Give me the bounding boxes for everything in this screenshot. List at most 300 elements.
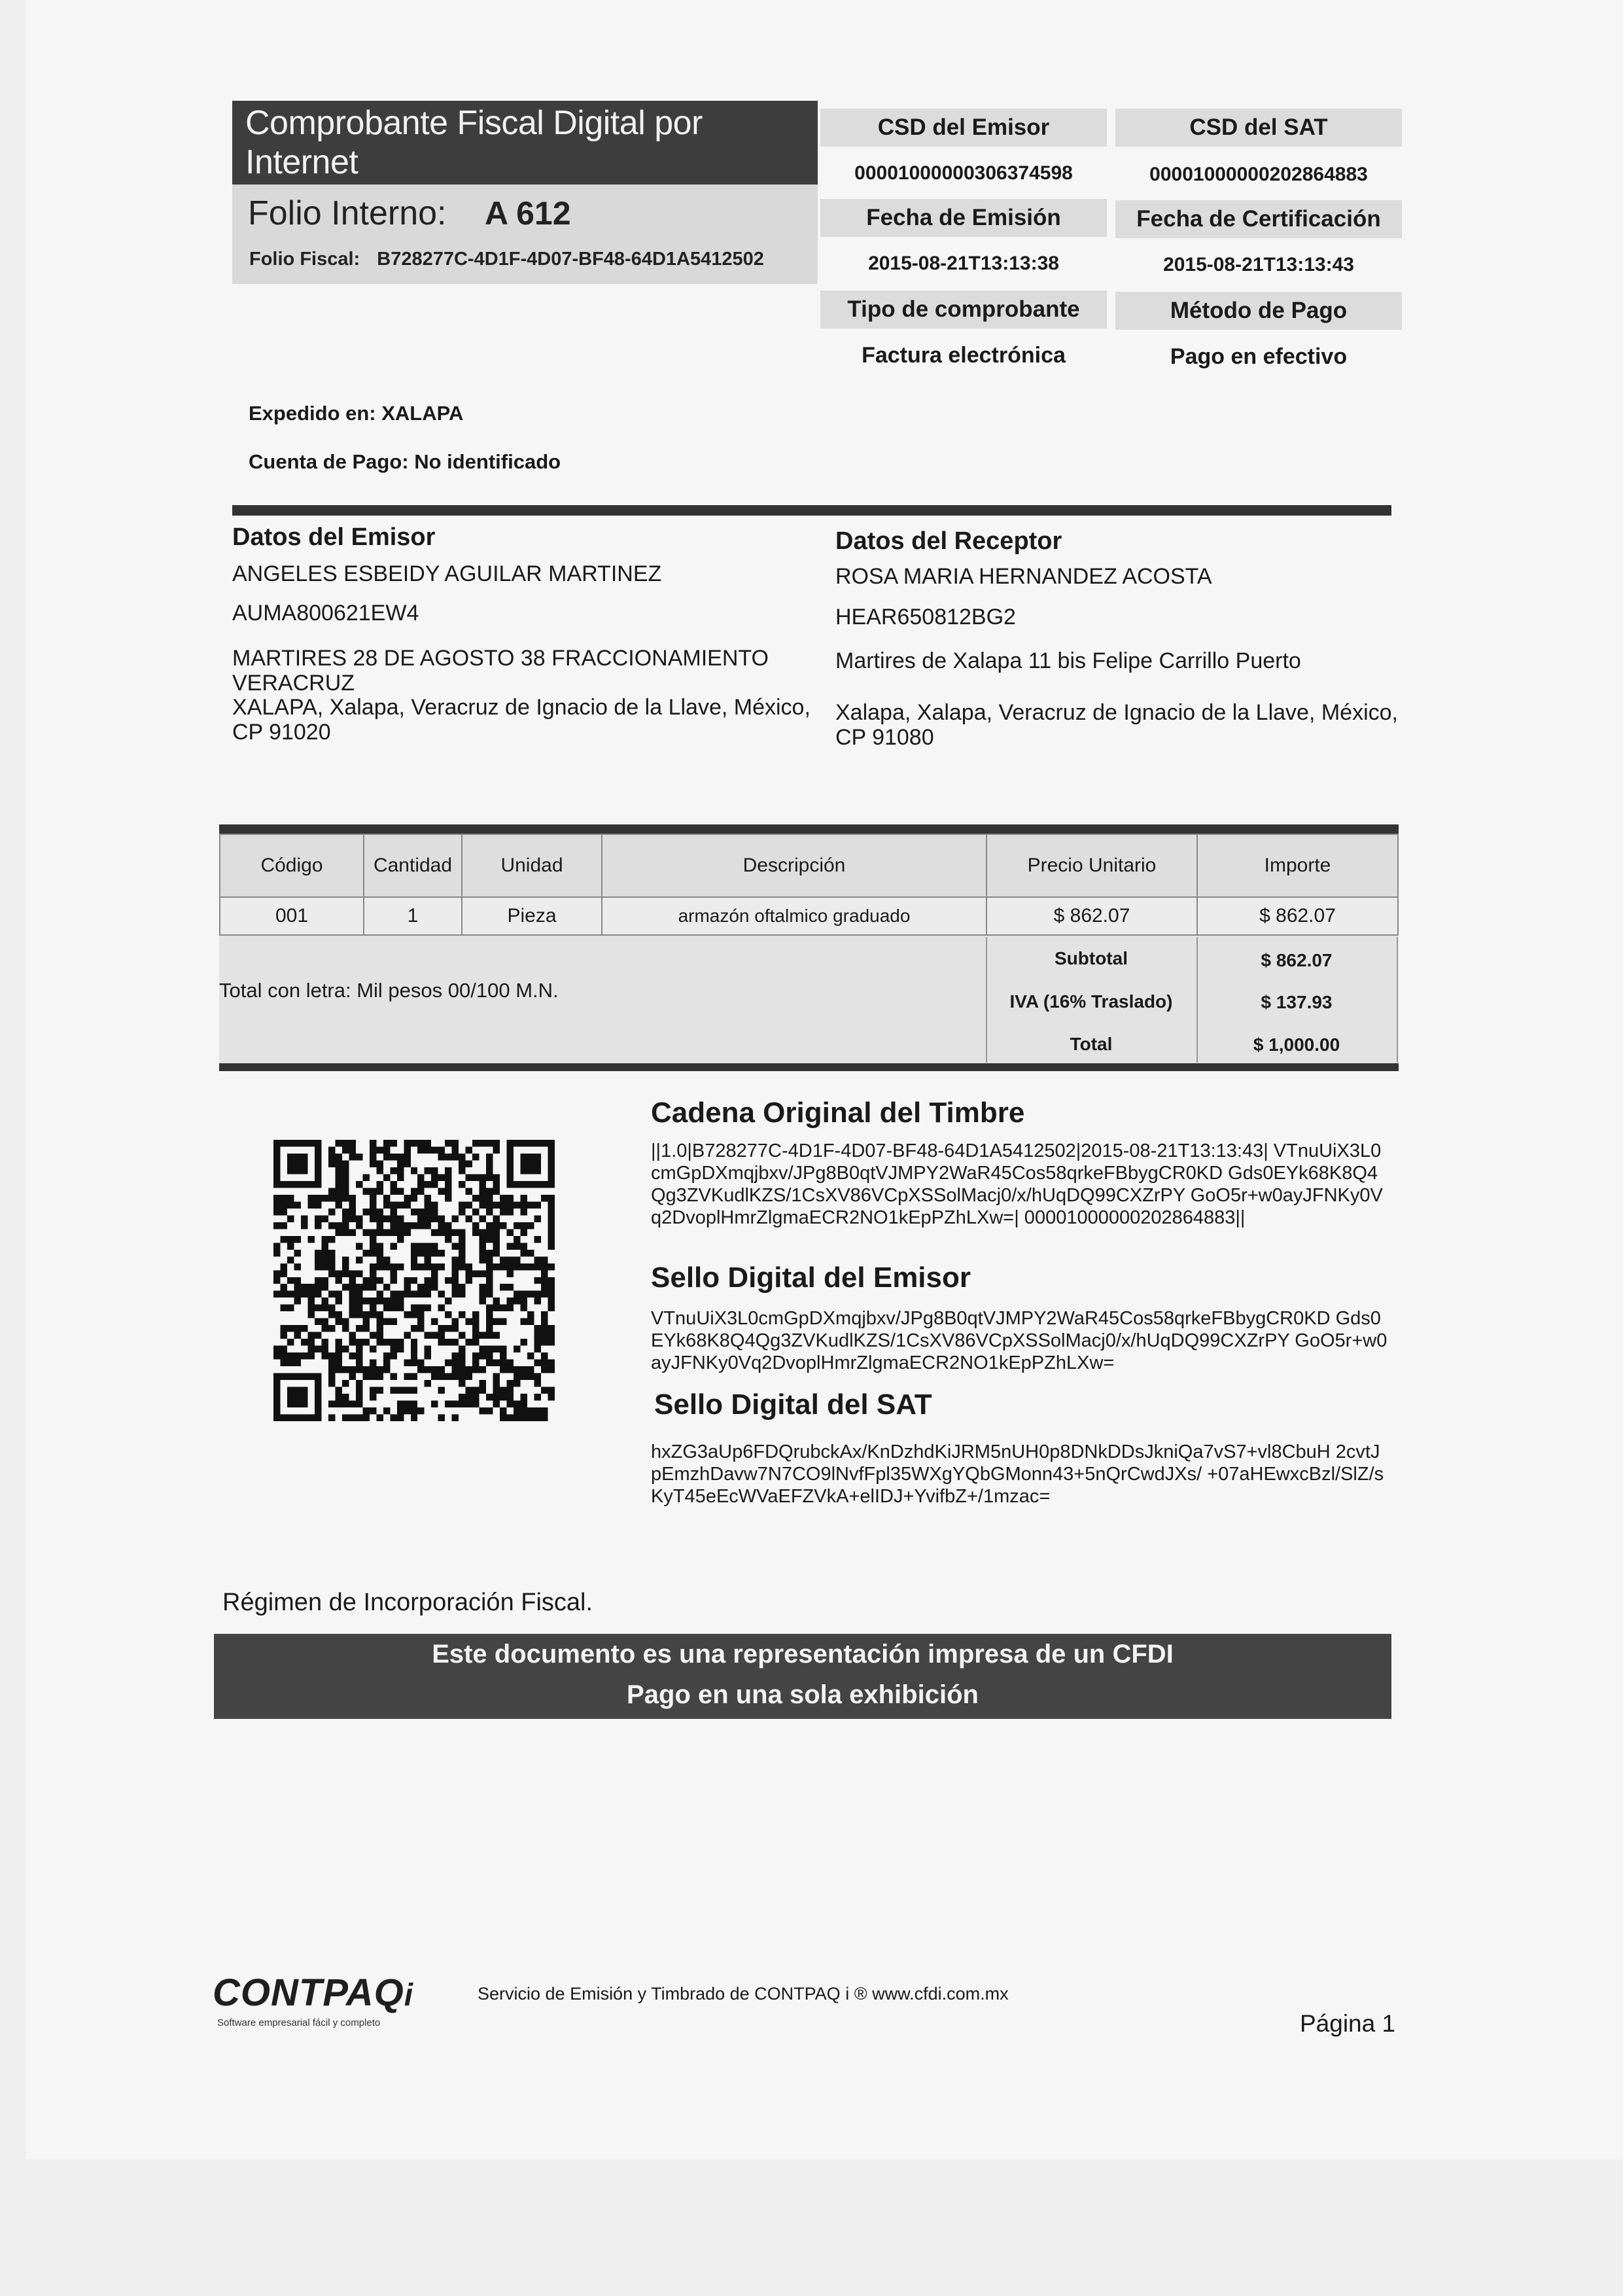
qr-module (459, 1250, 465, 1256)
qr-module (370, 1277, 376, 1284)
qr-module (287, 1339, 294, 1345)
qr-module (307, 1298, 314, 1304)
qr-module (472, 1270, 479, 1277)
qr-module (294, 1167, 300, 1174)
qr-module (362, 1229, 369, 1235)
qr-module (466, 1373, 472, 1380)
qr-module (548, 1332, 555, 1339)
qr-module (280, 1325, 287, 1332)
qr-module (376, 1325, 383, 1332)
qr-module (472, 1174, 479, 1180)
qr-module (486, 1140, 493, 1146)
qr-module (287, 1305, 294, 1311)
qr-module (459, 1380, 465, 1386)
qr-module (438, 1387, 445, 1394)
qr-module (287, 1373, 294, 1380)
qr-module (534, 1373, 541, 1380)
qr-module (370, 1407, 376, 1414)
qr-module (521, 1305, 527, 1311)
qr-module (541, 1318, 548, 1325)
qr-module (390, 1305, 396, 1311)
qr-module (431, 1215, 438, 1222)
qr-module (328, 1236, 335, 1243)
qr-module (438, 1366, 445, 1373)
qr-module (480, 1229, 486, 1235)
qr-module (500, 1284, 506, 1290)
qr-module (397, 1401, 404, 1407)
qr-module (452, 1360, 459, 1366)
qr-module (349, 1311, 355, 1318)
qr-module (390, 1352, 396, 1359)
qr-module (486, 1318, 493, 1325)
qr-module (486, 1188, 493, 1194)
qr-module (349, 1215, 355, 1222)
qr-module (328, 1360, 335, 1366)
qr-module (287, 1154, 294, 1160)
qr-module (480, 1140, 486, 1146)
qr-module (397, 1236, 404, 1243)
qr-module (431, 1201, 438, 1208)
qr-module (534, 1415, 541, 1421)
receptor-address1: Martires de Xalapa 11 bis Felipe Carrillo Puerto (835, 648, 1301, 673)
qr-module (417, 1215, 424, 1222)
qr-module (527, 1140, 534, 1146)
qr-module (541, 1352, 548, 1359)
qr-module (280, 1201, 287, 1208)
qr-module (507, 1270, 514, 1277)
qr-module (280, 1140, 287, 1146)
qr-module (486, 1167, 493, 1174)
qr-module (480, 1250, 486, 1256)
csd-sat-label: CSD del SAT (1115, 109, 1402, 147)
qr-module (431, 1174, 438, 1180)
qr-module (527, 1167, 534, 1174)
qr-module (273, 1243, 280, 1249)
qr-module (459, 1243, 465, 1249)
qr-module (548, 1263, 555, 1270)
qr-module (307, 1332, 314, 1339)
qr-module (548, 1387, 555, 1394)
qr-module (321, 1284, 328, 1290)
qr-module (534, 1332, 541, 1339)
qr-module (425, 1215, 431, 1222)
qr-module (307, 1181, 314, 1188)
qr-module (273, 1401, 280, 1407)
qr-module (301, 1181, 307, 1188)
qr-module (383, 1215, 390, 1222)
qr-module (342, 1401, 349, 1407)
fecha-emision-label: Fecha de Emisión (820, 199, 1107, 237)
qr-module (445, 1195, 451, 1201)
qr-module (514, 1401, 520, 1407)
qr-module (349, 1291, 355, 1298)
qr-module (445, 1181, 451, 1188)
qr-module (507, 1201, 514, 1208)
qr-module (417, 1146, 424, 1153)
qr-code (273, 1137, 555, 1424)
qr-module (383, 1229, 390, 1235)
qr-module (486, 1263, 493, 1270)
cfdi-notice-line1: Este documento es una representación impresa de un CFDI (432, 1640, 1174, 1669)
qr-module (294, 1373, 300, 1380)
qr-module (507, 1140, 514, 1146)
qr-module (480, 1298, 486, 1304)
qr-module (273, 1380, 280, 1386)
qr-module (548, 1222, 555, 1229)
qr-module (273, 1167, 280, 1174)
qr-module (280, 1263, 287, 1270)
folio-interno-label: Folio Interno: (248, 194, 447, 232)
qr-module (376, 1339, 383, 1345)
table-cell-codigo: 001 (219, 896, 364, 936)
qr-module (438, 1291, 445, 1298)
qr-module (425, 1222, 431, 1229)
qr-module (452, 1284, 459, 1290)
qr-module (397, 1263, 404, 1270)
qr-module (397, 1215, 404, 1222)
qr-module (534, 1154, 541, 1160)
qr-module (383, 1298, 390, 1304)
qr-module (362, 1318, 369, 1325)
qr-module (480, 1236, 486, 1243)
qr-module (390, 1154, 396, 1160)
qr-module (500, 1305, 506, 1311)
qr-module (273, 1154, 280, 1160)
qr-module (362, 1209, 369, 1215)
qr-module (370, 1140, 376, 1146)
qr-module (534, 1360, 541, 1366)
qr-module (376, 1167, 383, 1174)
qr-module (335, 1160, 341, 1167)
qr-module (273, 1277, 280, 1284)
qr-module (362, 1325, 369, 1332)
qr-module (514, 1346, 520, 1352)
qr-module (548, 1339, 555, 1345)
qr-module (486, 1229, 493, 1235)
qr-module (507, 1360, 514, 1366)
qr-module (486, 1250, 493, 1256)
qr-module (335, 1195, 341, 1201)
qr-module (370, 1346, 376, 1352)
qr-module (507, 1146, 514, 1153)
qr-module (452, 1263, 459, 1270)
qr-module (307, 1352, 314, 1359)
qr-module (335, 1387, 341, 1394)
qr-module (411, 1325, 417, 1332)
qr-module (480, 1332, 486, 1339)
qr-module (404, 1160, 410, 1167)
qr-module (390, 1222, 396, 1229)
qr-module (514, 1263, 520, 1270)
qr-module (362, 1415, 369, 1421)
qr-module (356, 1154, 362, 1160)
qr-module (425, 1201, 431, 1208)
qr-module (349, 1298, 355, 1304)
qr-module (404, 1229, 410, 1235)
qr-module (425, 1366, 431, 1373)
qr-module (315, 1201, 321, 1208)
qr-module (459, 1311, 465, 1318)
qr-module (328, 1366, 335, 1373)
qr-module (287, 1160, 294, 1167)
qr-module (466, 1270, 472, 1277)
qr-module (301, 1154, 307, 1160)
qr-module (376, 1387, 383, 1394)
qr-module (438, 1332, 445, 1339)
qr-module (445, 1236, 451, 1243)
qr-module (376, 1318, 383, 1325)
qr-module (362, 1366, 369, 1373)
qr-module (480, 1174, 486, 1180)
qr-module (411, 1188, 417, 1194)
qr-module (404, 1140, 410, 1146)
qr-module (349, 1201, 355, 1208)
qr-module (356, 1415, 362, 1421)
qr-module (452, 1146, 459, 1153)
qr-module (315, 1277, 321, 1284)
qr-module (273, 1270, 280, 1277)
qr-module (534, 1263, 541, 1270)
qr-module (397, 1229, 404, 1235)
qr-module (480, 1407, 486, 1414)
qr-module (376, 1146, 383, 1153)
qr-module (335, 1229, 341, 1235)
qr-module (362, 1188, 369, 1194)
qr-module (342, 1181, 349, 1188)
qr-module (349, 1332, 355, 1339)
qr-module (273, 1140, 280, 1146)
qr-module (438, 1305, 445, 1311)
qr-module (321, 1305, 328, 1311)
qr-module (328, 1195, 335, 1201)
qr-module (417, 1284, 424, 1290)
qr-module (431, 1181, 438, 1188)
qr-module (438, 1154, 445, 1160)
qr-module (404, 1407, 410, 1414)
qr-module (294, 1325, 300, 1332)
qr-module (431, 1366, 438, 1373)
qr-module (514, 1291, 520, 1298)
fecha-certificacion-label: Fecha de Certificación (1115, 200, 1402, 238)
qr-module (514, 1366, 520, 1373)
qr-module (521, 1263, 527, 1270)
sello-sat-title: Sello Digital del SAT (654, 1388, 932, 1421)
qr-module (438, 1229, 445, 1235)
qr-module (383, 1407, 390, 1414)
qr-module (541, 1181, 548, 1188)
qr-module (493, 1360, 500, 1366)
qr-module (507, 1174, 514, 1180)
qr-module (349, 1415, 355, 1421)
qr-module (397, 1298, 404, 1304)
qr-module (370, 1270, 376, 1277)
qr-module (273, 1373, 280, 1380)
qr-module (548, 1277, 555, 1284)
qr-module (273, 1352, 280, 1359)
qr-module (356, 1256, 362, 1263)
qr-module (328, 1154, 335, 1160)
qr-module (452, 1215, 459, 1222)
qr-module (438, 1146, 445, 1153)
qr-module (321, 1256, 328, 1263)
qr-module (273, 1209, 280, 1215)
qr-module (335, 1188, 341, 1194)
qr-module (376, 1366, 383, 1373)
folio-interno-value: A 612 (484, 195, 571, 232)
qr-module (472, 1222, 479, 1229)
qr-module (356, 1243, 362, 1249)
items-table (219, 824, 1399, 1071)
qr-module (376, 1222, 383, 1229)
qr-module (541, 1263, 548, 1270)
qr-module (335, 1174, 341, 1180)
qr-module (411, 1311, 417, 1318)
qr-module (321, 1236, 328, 1243)
qr-module (390, 1339, 396, 1345)
qr-module (328, 1188, 335, 1194)
qr-module (417, 1407, 424, 1414)
qr-module (294, 1415, 300, 1421)
qr-module (411, 1167, 417, 1174)
qr-module (390, 1318, 396, 1325)
qr-module (287, 1236, 294, 1243)
qr-module (507, 1305, 514, 1311)
qr-module (472, 1394, 479, 1400)
qr-module (287, 1140, 294, 1146)
qr-module (342, 1415, 349, 1421)
qr-module (273, 1291, 280, 1298)
qr-module (342, 1270, 349, 1277)
qr-module (349, 1339, 355, 1345)
qr-module (342, 1229, 349, 1235)
qr-module (349, 1305, 355, 1311)
tipo-comprobante-value: Factura electrónica (862, 342, 1066, 368)
qr-module (315, 1140, 321, 1146)
qr-module (328, 1325, 335, 1332)
qr-module (315, 1256, 321, 1263)
qr-module (321, 1325, 328, 1332)
qr-module (452, 1318, 459, 1325)
qr-module (287, 1243, 294, 1249)
qr-module (315, 1407, 321, 1414)
qr-module (472, 1352, 479, 1359)
qr-module (342, 1346, 349, 1352)
qr-module (417, 1366, 424, 1373)
qr-module (397, 1154, 404, 1160)
qr-module (514, 1415, 520, 1421)
qr-module (397, 1387, 404, 1394)
qr-module (452, 1325, 459, 1332)
qr-module (534, 1167, 541, 1174)
qr-module (548, 1325, 555, 1332)
metodo-pago-label: Método de Pago (1115, 292, 1402, 330)
qr-module (445, 1222, 451, 1229)
qr-module (411, 1401, 417, 1407)
qr-module (466, 1146, 472, 1153)
qr-module (417, 1325, 424, 1332)
qr-module (514, 1243, 520, 1249)
qr-module (315, 1380, 321, 1386)
qr-module (397, 1160, 404, 1167)
qr-module (383, 1339, 390, 1345)
qr-module (376, 1160, 383, 1167)
qr-module (294, 1332, 300, 1339)
table-cell-unidad: Pieza (461, 896, 602, 936)
qr-module (445, 1229, 451, 1235)
cadena-original-title: Cadena Original del Timbre (651, 1097, 1025, 1129)
qr-module (514, 1373, 520, 1380)
qr-module (493, 1174, 500, 1180)
qr-module (527, 1222, 534, 1229)
qr-module (383, 1146, 390, 1153)
qr-module (527, 1352, 534, 1359)
qr-module (383, 1360, 390, 1366)
logo-i: i (404, 1978, 414, 2013)
qr-module (480, 1243, 486, 1249)
qr-module (335, 1277, 341, 1284)
qr-module (280, 1346, 287, 1352)
qr-module (493, 1250, 500, 1256)
qr-module (493, 1394, 500, 1400)
qr-module (315, 1181, 321, 1188)
qr-module (472, 1401, 479, 1407)
qr-module (507, 1394, 514, 1400)
qr-module (273, 1174, 280, 1180)
qr-module (411, 1277, 417, 1284)
qr-module (404, 1373, 410, 1380)
tipo-comprobante-label: Tipo de comprobante (820, 291, 1107, 328)
qr-module (493, 1188, 500, 1194)
qr-module (342, 1195, 349, 1201)
qr-module (500, 1352, 506, 1359)
qr-module (397, 1174, 404, 1180)
qr-module (397, 1346, 404, 1352)
qr-module (349, 1154, 355, 1160)
qr-module (404, 1332, 410, 1339)
qr-module (294, 1394, 300, 1400)
qr-module (342, 1160, 349, 1167)
qr-module (301, 1394, 307, 1400)
qr-module (321, 1195, 328, 1201)
emisor-name: ANGELES ESBEIDY AGUILAR MARTINEZ (232, 561, 662, 586)
qr-module (362, 1298, 369, 1304)
qr-module (459, 1209, 465, 1215)
receptor-address2: Xalapa, Xalapa, Veracruz de Ignacio de la Llave, México, CP 91080 (835, 700, 1398, 750)
qr-module (273, 1146, 280, 1153)
qr-module (534, 1380, 541, 1386)
qr-module (527, 1201, 534, 1208)
qr-module (321, 1298, 328, 1304)
qr-module (273, 1346, 280, 1352)
qr-module (411, 1415, 417, 1421)
qr-module (507, 1209, 514, 1215)
qr-module (431, 1243, 438, 1249)
qr-module (521, 1140, 527, 1146)
qr-module (397, 1339, 404, 1345)
qr-module (287, 1181, 294, 1188)
qr-module (466, 1174, 472, 1180)
qr-module (321, 1263, 328, 1270)
qr-module (493, 1243, 500, 1249)
qr-module (328, 1291, 335, 1298)
qr-module (548, 1160, 555, 1167)
qr-module (521, 1415, 527, 1421)
qr-module (342, 1167, 349, 1174)
qr-module (541, 1256, 548, 1263)
qr-module (438, 1174, 445, 1180)
qr-module (390, 1140, 396, 1146)
cfdi-notice-banner (214, 1634, 1391, 1719)
